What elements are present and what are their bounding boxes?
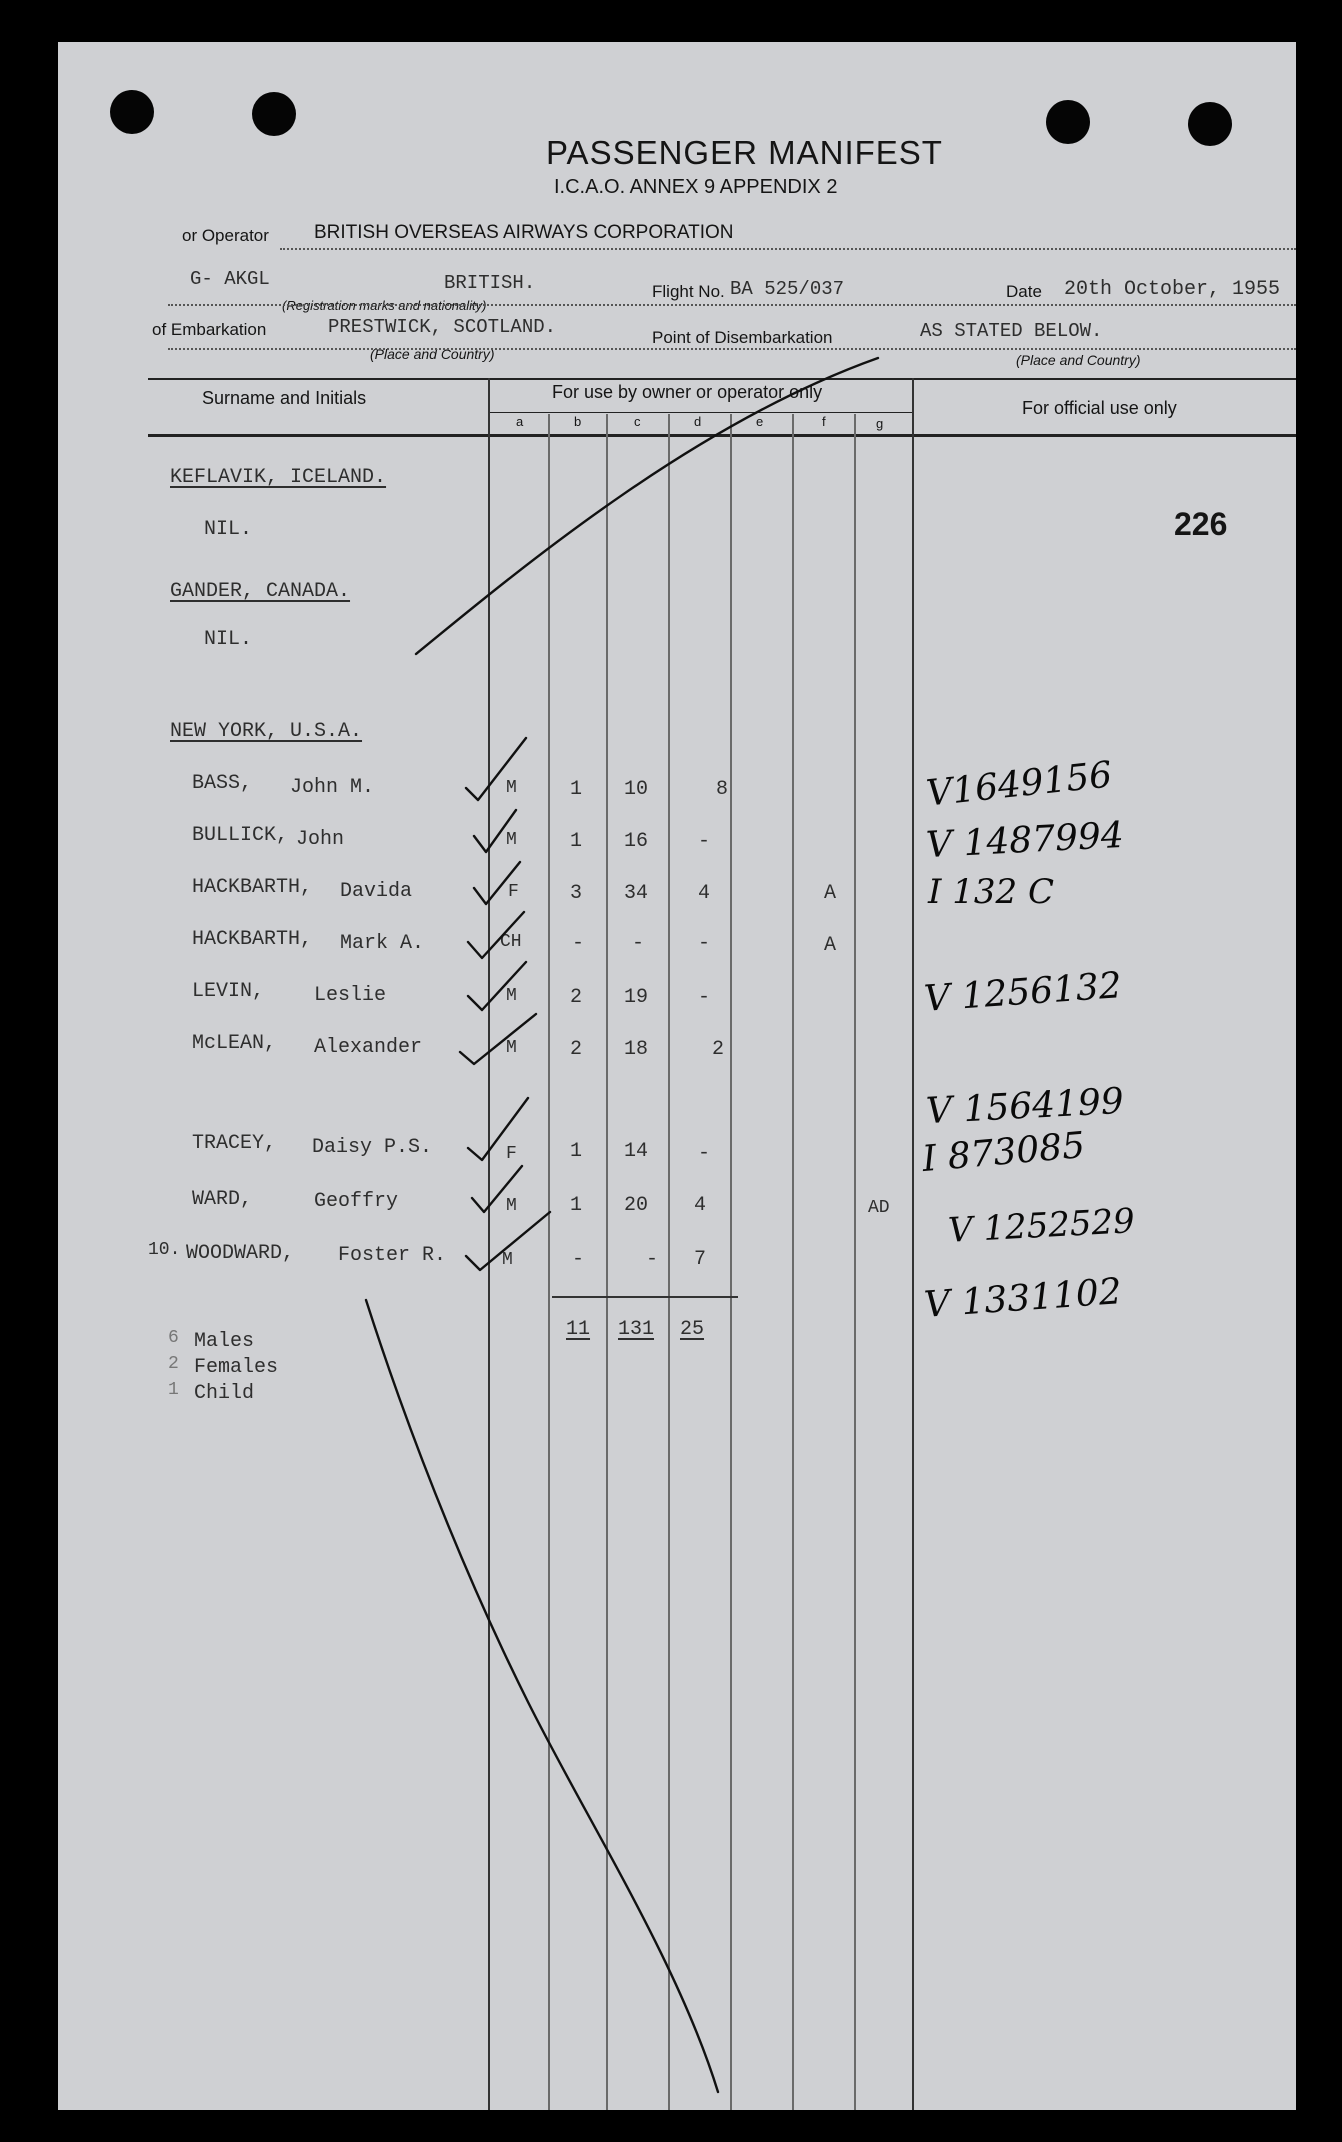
passenger-given: Foster R. [338, 1244, 447, 1267]
passenger-col-c: 19 [624, 986, 649, 1009]
passenger-col-b: 1 [570, 778, 583, 801]
summary-label: Males [194, 1330, 255, 1353]
summary-count: 2 [168, 1354, 179, 1374]
passenger-col-d: 4 [698, 882, 711, 905]
page-subtitle: I.C.A.O. ANNEX 9 APPENDIX 2 [554, 176, 838, 198]
passenger-official: V 1564199 [925, 1080, 1125, 1133]
sub-col-a: a [516, 414, 524, 429]
passenger-col-d: - [698, 932, 711, 955]
summary-label: Females [194, 1356, 279, 1379]
total-col-d: 25 [680, 1318, 705, 1341]
sub-col-g: g [876, 416, 884, 431]
date-label: Date [1006, 282, 1042, 301]
sub-col-d: d [694, 414, 702, 429]
passenger-col-c: 20 [624, 1194, 649, 1217]
passenger-surname: WOODWARD, [186, 1242, 295, 1265]
disembarkation-caption: (Place and Country) [1016, 352, 1141, 368]
passenger-official: V 1331102 [922, 1271, 1123, 1326]
disembarkation-label: Point of Disembarkation [652, 328, 833, 347]
check-mark [468, 912, 524, 958]
passenger-col-b: 1 [570, 1194, 583, 1217]
passenger-official: I 873085 [920, 1124, 1087, 1181]
pen-marks [58, 42, 1296, 2110]
passenger-col-c: - [646, 1248, 659, 1271]
passenger-col-b: 2 [570, 986, 583, 1009]
cancel-line [416, 358, 878, 654]
page-title: PASSENGER MANIFEST [546, 134, 943, 171]
col-owner-header: For use by owner or operator only [552, 382, 823, 402]
passenger-col-d: - [698, 986, 711, 1009]
col-surname-header: Surname and Initials [202, 388, 367, 408]
nationality-value: BRITISH. [444, 272, 536, 294]
passenger-sex: M [506, 1196, 517, 1216]
passenger-official: V1649156 [924, 754, 1114, 815]
passenger-sex: M [506, 986, 517, 1006]
check-mark [468, 1098, 528, 1160]
sub-col-c: c [634, 414, 641, 429]
section-nil: NIL. [204, 518, 253, 541]
passenger-sex: M [506, 1038, 517, 1058]
passenger-official: V 1487994 [925, 814, 1125, 867]
passenger-col-c: 18 [624, 1038, 649, 1061]
passenger-sex: M [506, 778, 517, 798]
passenger-given: Geoffry [314, 1190, 399, 1213]
passenger-col-c: 16 [624, 830, 649, 853]
operator-label: or Operator [182, 226, 269, 245]
passenger-surname: WARD, [192, 1188, 253, 1211]
section-nil: NIL. [204, 628, 253, 651]
date-value: 20th October, 1955 [1064, 278, 1281, 301]
check-mark [474, 862, 520, 904]
sub-col-f: f [822, 414, 826, 429]
passenger-col-f: A [824, 934, 837, 957]
check-mark [466, 1212, 550, 1270]
passenger-sex: M [506, 830, 517, 850]
passenger-col-c: - [632, 932, 645, 955]
flight-value: BA 525/037 [730, 278, 845, 300]
check-mark [474, 810, 516, 852]
registration-caption: (Registration marks and nationality) [282, 298, 487, 313]
passenger-given: Mark A. [340, 932, 425, 955]
passenger-col-c: 34 [624, 882, 649, 905]
passenger-col-b: 1 [570, 830, 583, 853]
flight-label: Flight No. [652, 282, 725, 301]
operator-value: BRITISH OVERSEAS AIRWAYS CORPORATION [314, 222, 734, 243]
page-number: 226 [1174, 506, 1228, 542]
passenger-surname: LEVIN, [192, 980, 265, 1003]
summary-label: Child [194, 1382, 255, 1405]
passenger-col-d: 4 [694, 1194, 707, 1217]
check-mark [460, 1014, 536, 1064]
section-place: NEW YORK, U.S.A. [170, 720, 363, 743]
total-col-b: 11 [566, 1318, 591, 1341]
passenger-official: V 1256132 [922, 965, 1123, 1020]
passenger-col-b: 1 [570, 1140, 583, 1163]
manifest-sheet [58, 42, 1296, 2110]
passenger-number: 10. [148, 1240, 181, 1260]
passenger-col-d: 8 [716, 778, 729, 801]
passenger-surname: HACKBARTH, [192, 928, 313, 951]
section-place: GANDER, CANADA. [170, 580, 351, 603]
passenger-given: Leslie [314, 984, 387, 1007]
passenger-col-b: - [572, 932, 585, 955]
summary-count: 1 [168, 1380, 179, 1400]
sub-col-e: e [756, 414, 764, 429]
passenger-sex: CH [500, 932, 522, 952]
passenger-col-b: 3 [570, 882, 583, 905]
passenger-col-c: 14 [624, 1140, 649, 1163]
passenger-col-d: - [698, 1142, 711, 1165]
section-place: KEFLAVIK, ICELAND. [170, 466, 387, 489]
passenger-surname: BASS, [192, 772, 253, 795]
passenger-sex: M [502, 1250, 513, 1270]
total-col-c: 131 [618, 1318, 655, 1341]
registration-value: G- AKGL [190, 268, 270, 290]
embarkation-label: of Embarkation [152, 320, 267, 339]
passenger-col-d: 7 [694, 1248, 707, 1271]
sub-col-b: b [574, 414, 582, 429]
passenger-col-b: 2 [570, 1038, 583, 1061]
passenger-given: John [296, 828, 345, 851]
passenger-col-g: AD [868, 1198, 890, 1218]
embarkation-value: PRESTWICK, SCOTLAND. [328, 316, 557, 338]
passenger-given: Alexander [314, 1036, 423, 1059]
passenger-official: I 132 C [928, 872, 1054, 912]
passenger-given: Davida [340, 880, 413, 903]
passenger-sex: F [506, 1144, 517, 1164]
passenger-col-d: 2 [712, 1038, 725, 1061]
passenger-given: Daisy P.S. [312, 1136, 433, 1159]
passenger-surname: McLEAN, [192, 1032, 277, 1055]
passenger-col-c: 10 [624, 778, 649, 801]
embarkation-caption: (Place and Country) [370, 346, 495, 362]
passenger-official: V 1252529 [947, 1201, 1136, 1251]
col-official-header: For official use only [1022, 398, 1177, 418]
check-mark [468, 962, 526, 1010]
check-mark [466, 738, 526, 800]
passenger-surname: BULLICK, [192, 824, 289, 847]
check-mark [472, 1166, 522, 1212]
passenger-col-b: - [572, 1248, 585, 1271]
passenger-col-f: A [824, 882, 837, 905]
passenger-surname: HACKBARTH, [192, 876, 313, 899]
passenger-col-d: - [698, 830, 711, 853]
disembarkation-value: AS STATED BELOW. [920, 320, 1103, 342]
summary-count: 6 [168, 1328, 179, 1348]
passenger-surname: TRACEY, [192, 1132, 277, 1155]
passenger-sex: F [508, 882, 519, 902]
cancel-line [366, 1300, 718, 2092]
passenger-given: John M. [290, 776, 375, 799]
